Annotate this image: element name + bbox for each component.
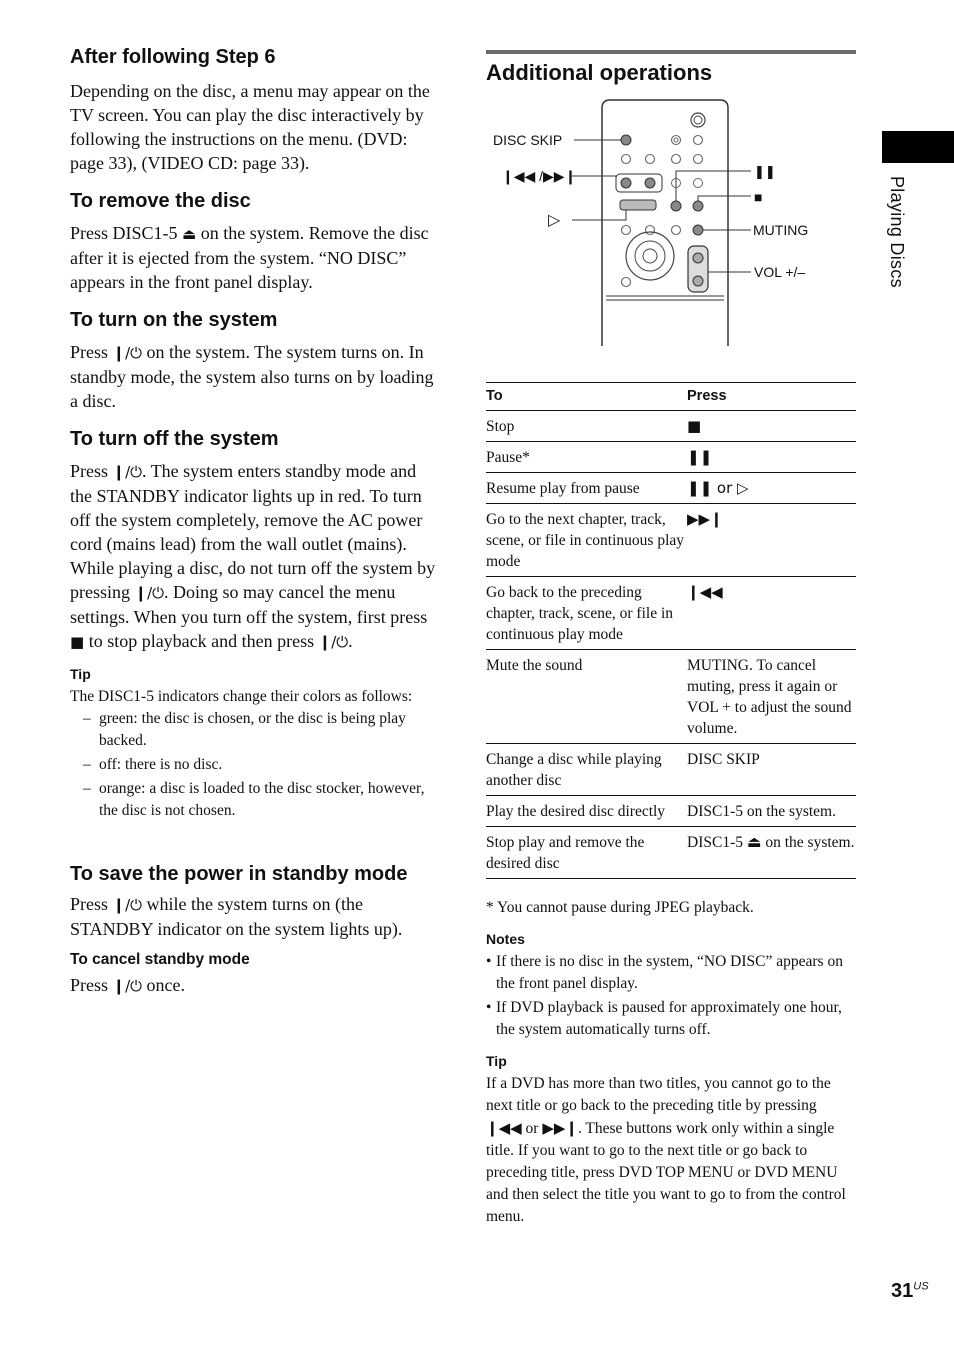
table-row: Mute the sound MUTING. To cancel muting, press it again or VOL + to adjust the sound volume. bbox=[486, 650, 856, 744]
vol-label: VOL +/– bbox=[754, 264, 806, 280]
right-column bbox=[486, 40, 856, 1228]
table-row: Stop play and remove the desired disc DISC1-5 ⏏ on the system. bbox=[486, 827, 856, 879]
stop-icon: ■ bbox=[70, 633, 85, 651]
para-turn-on: Press ❙/⏻ on the system. The system turns on. In standby mode, the system also turns on by loading a disc. bbox=[70, 342, 434, 411]
table-row: Go to the next chapter, track, scene, or file in continuous play mode ▶▶❙ bbox=[486, 504, 856, 577]
column-header-press: Press bbox=[687, 383, 856, 411]
heading-turn-off: To turn off the system bbox=[70, 428, 279, 450]
para-turn-off-2: While playing a disc, do not turn off the system by pressing ❙/⏻. Doing so may cancel the menu settings. When you turn off the system, first press ■ to stop playback and then press ❙/⏻. bbox=[70, 558, 436, 651]
tip-intro: The DISC1-5 indicators change their colors as follows: bbox=[70, 688, 413, 705]
heading-turn-on: To turn on the system bbox=[70, 309, 278, 331]
operations-table bbox=[486, 382, 856, 879]
previous-icon: ❙◀◀ bbox=[486, 1119, 522, 1137]
tip-list bbox=[70, 708, 442, 822]
table-row: Change a disc while playing another disc DISC SKIP bbox=[486, 744, 856, 796]
chapter-tab bbox=[882, 131, 954, 163]
column-header-to: To bbox=[486, 383, 687, 411]
footnote: * You cannot pause during JPEG playback. bbox=[486, 899, 754, 916]
power-icon: ❙/⏻ bbox=[134, 584, 164, 602]
stop-icon: ■ bbox=[754, 189, 763, 205]
table-row: Play the desired disc directly DISC1-5 on the system. bbox=[486, 796, 856, 827]
power-icon: ❙/⏻ bbox=[112, 344, 143, 362]
eject-icon: ⏏ bbox=[182, 225, 197, 243]
disc-skip-label: DISC SKIP bbox=[493, 132, 563, 148]
list-item: – orange: a disc is loaded to the disc stocker, however, the disc is not chosen. bbox=[70, 778, 442, 822]
table-row: Go back to the preceding chapter, track, scene, or file in continuous play mode ❙◀◀ bbox=[486, 577, 856, 650]
power-icon: ❙/⏻ bbox=[318, 633, 349, 651]
list-item: – off: there is no disc. bbox=[70, 754, 442, 776]
power-icon: ❙/⏻ bbox=[112, 977, 143, 995]
note-item: • If DVD playback is paused for approximately one hour, the system automatically turns off. bbox=[486, 997, 856, 1041]
section-rule bbox=[486, 50, 856, 54]
heading-cancel-standby: To cancel standby mode bbox=[70, 951, 250, 968]
table-row: Resume play from pause ❚❚ or ▷ bbox=[486, 473, 856, 504]
notes-label: Notes bbox=[486, 931, 525, 947]
power-icon: ❙/⏻ bbox=[112, 463, 143, 481]
list-item: – green: the disc is chosen, or the disc is being play backed. bbox=[70, 708, 442, 752]
left-column bbox=[70, 40, 442, 998]
play-icon: ▷ bbox=[548, 212, 561, 229]
para-turn-off-1: Press ❙/⏻. The system enters standby mode and the STANDBY indicator lights up in red. To turn off the system completely, remove the AC power cord (mains lead) from the wall outlet (mains). bbox=[70, 461, 423, 554]
para-remove-disc: Press DISC1-5 ⏏ on the system. Remove the disc after it is ejected from the system. “NO DISC” appears in the front panel display. bbox=[70, 223, 429, 292]
tip-body: If a DVD has more than two titles, you cannot go to the next title or go back to the preceding title by pressing ❙◀◀ or ▶▶❙. These buttons work only within a single title. If you want to go to the next title or go back to preceding title, press DVD TOP MENU or DVD MENU and then select the title you want to go to from the control menu. bbox=[486, 1075, 846, 1225]
remote-diagram bbox=[486, 96, 856, 356]
table-row: Stop ■ bbox=[486, 411, 856, 442]
muting-label: MUTING bbox=[753, 222, 809, 238]
para-save-power: Press ❙/⏻ while the system turns on (the STANDBY indicator on the system lights up). bbox=[70, 894, 403, 939]
para-after-step-6: Depending on the disc, a menu may appear on the TV screen. You can play the disc interactively by following the instructions on the menu. (DVD: page 33), (VIDEO CD: page 33). bbox=[70, 81, 430, 173]
next-icon: ▶▶❙ bbox=[542, 1119, 578, 1137]
tip-label: Tip bbox=[486, 1053, 507, 1069]
table-row: Pause* ❚❚ bbox=[486, 442, 856, 473]
chapter-tab-label: Playing Discs bbox=[887, 176, 907, 288]
note-item: • If there is no disc in the system, “NO DISC” appears on the front panel display. bbox=[486, 951, 856, 995]
page-number: $31^{US}$ bbox=[891, 1280, 929, 1302]
power-icon: ❙/⏻ bbox=[112, 896, 143, 914]
prev-next-icon: ❙◀◀ /▶▶❙ bbox=[502, 168, 577, 184]
heading-save-power: To save the power in standby mode bbox=[70, 863, 408, 885]
heading-remove-disc: To remove the disc bbox=[70, 190, 251, 212]
heading-additional-operations: Additional operations bbox=[486, 60, 713, 85]
pause-icon: ❚❚ bbox=[754, 164, 776, 179]
tip-label: Tip bbox=[70, 666, 91, 682]
heading-after-step-6: After following Step 6 bbox=[70, 46, 276, 68]
para-cancel-standby: Press ❙/⏻ once. bbox=[70, 975, 185, 995]
